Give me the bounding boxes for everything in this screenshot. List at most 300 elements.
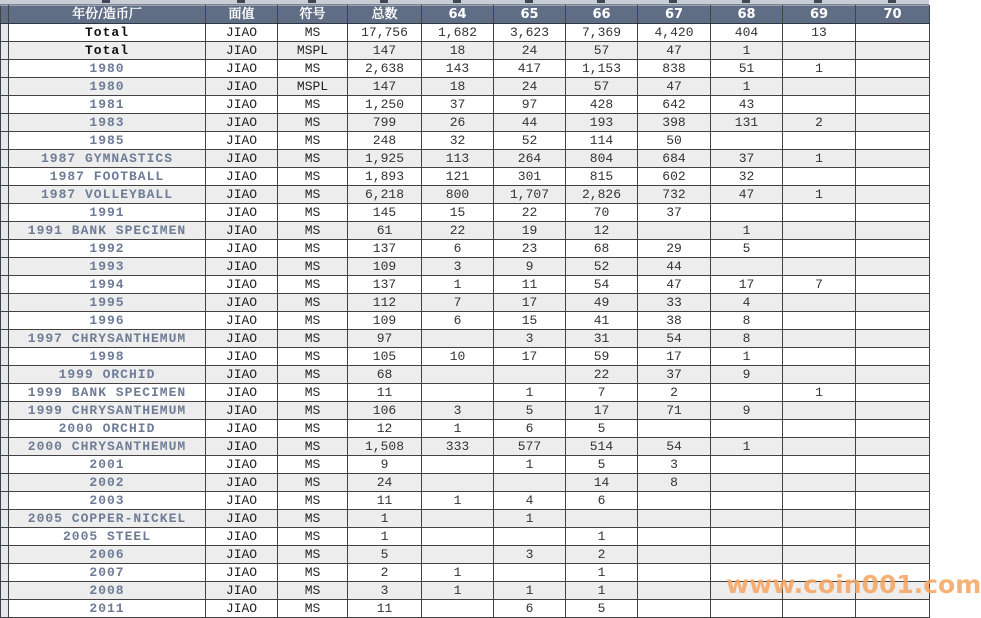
grade-64-cell: 1 xyxy=(422,420,494,438)
cropped-text-mark xyxy=(814,0,822,3)
grade-70-cell xyxy=(856,528,930,546)
grade-67-cell: 398 xyxy=(638,114,711,132)
table-row xyxy=(1,510,930,528)
grade-69-cell xyxy=(783,204,856,222)
row-label[interactable]: 1997 CHRYSANTHEMUM xyxy=(9,330,206,348)
grade-70-cell xyxy=(856,348,930,366)
grade-67-cell: 47 xyxy=(638,78,711,96)
grade-70-cell xyxy=(856,42,930,60)
grade-68-cell: 4 xyxy=(711,294,783,312)
grade-65-cell: 9 xyxy=(494,258,566,276)
row-label[interactable]: 2005 STEEL xyxy=(9,528,206,546)
denomination-cell: JIAO xyxy=(206,222,278,240)
grade-64-cell: 22 xyxy=(422,222,494,240)
grade-65-cell xyxy=(494,474,566,492)
grade-65-cell: 6 xyxy=(494,420,566,438)
row-gutter xyxy=(1,24,9,42)
total-cell: 145 xyxy=(348,204,422,222)
grade-67-cell xyxy=(638,528,711,546)
grade-66-cell xyxy=(566,510,638,528)
grade-66-cell: 70 xyxy=(566,204,638,222)
denomination-cell: JIAO xyxy=(206,150,278,168)
grade-65-cell: 97 xyxy=(494,96,566,114)
table-row xyxy=(1,42,930,60)
grade-70-cell xyxy=(856,204,930,222)
column-header-面值: 面值 xyxy=(206,6,278,24)
grade-66-cell: 57 xyxy=(566,78,638,96)
table-row xyxy=(1,438,930,456)
table-header xyxy=(1,6,930,24)
cropped-text-mark xyxy=(102,0,110,3)
row-label[interactable]: 1993 xyxy=(9,258,206,276)
grade-66-cell: 5 xyxy=(566,456,638,474)
total-cell: 1,925 xyxy=(348,150,422,168)
grade-68-cell: 5 xyxy=(711,240,783,258)
cropped-text-mark xyxy=(597,0,605,3)
grade-66-cell: 12 xyxy=(566,222,638,240)
total-cell: 9 xyxy=(348,456,422,474)
table-row xyxy=(1,168,930,186)
row-label[interactable]: 2007 xyxy=(9,564,206,582)
grade-66-cell: 52 xyxy=(566,258,638,276)
grade-67-cell xyxy=(638,492,711,510)
grade-66-cell: 1,153 xyxy=(566,60,638,78)
denomination-cell: JIAO xyxy=(206,24,278,42)
row-gutter xyxy=(1,528,9,546)
row-gutter xyxy=(1,132,9,150)
symbol-cell: MS xyxy=(278,582,348,600)
grade-67-cell xyxy=(638,582,711,600)
grade-64-cell xyxy=(422,528,494,546)
census-table xyxy=(0,5,981,618)
grade-67-cell xyxy=(638,420,711,438)
table-row xyxy=(1,564,930,582)
symbol-cell: MS xyxy=(278,294,348,312)
table-row xyxy=(1,24,930,42)
denomination-cell: JIAO xyxy=(206,528,278,546)
grade-70-cell xyxy=(856,276,930,294)
row-label[interactable]: 1996 xyxy=(9,312,206,330)
row-label[interactable]: 1994 xyxy=(9,276,206,294)
grade-70-cell xyxy=(856,366,930,384)
row-label[interactable]: 1999 CHRYSANTHEMUM xyxy=(9,402,206,420)
grade-69-cell xyxy=(783,600,856,618)
symbol-cell: MS xyxy=(278,456,348,474)
grade-68-cell xyxy=(711,132,783,150)
total-cell: 17,756 xyxy=(348,24,422,42)
grade-70-cell xyxy=(856,294,930,312)
grade-70-cell xyxy=(856,564,930,582)
grade-70-cell xyxy=(856,168,930,186)
header-gutter xyxy=(1,6,9,24)
denomination-cell: JIAO xyxy=(206,294,278,312)
row-label[interactable]: 1991 xyxy=(9,204,206,222)
denomination-cell: JIAO xyxy=(206,420,278,438)
table-row xyxy=(1,582,930,600)
symbol-cell: MS xyxy=(278,60,348,78)
grade-64-cell xyxy=(422,366,494,384)
table-row xyxy=(1,204,930,222)
row-gutter xyxy=(1,402,9,420)
grade-67-cell: 4,420 xyxy=(638,24,711,42)
cropped-text-mark xyxy=(742,0,750,3)
grade-65-cell xyxy=(494,564,566,582)
grade-68-cell xyxy=(711,582,783,600)
total-cell: 147 xyxy=(348,78,422,96)
table-row xyxy=(1,132,930,150)
row-label[interactable]: 1995 xyxy=(9,294,206,312)
grade-68-cell: 1 xyxy=(711,348,783,366)
total-cell: 6,218 xyxy=(348,186,422,204)
grade-66-cell: 2 xyxy=(566,546,638,564)
grade-64-cell: 3 xyxy=(422,402,494,420)
grade-66-cell: 815 xyxy=(566,168,638,186)
total-cell: 2 xyxy=(348,564,422,582)
grade-66-cell: 7 xyxy=(566,384,638,402)
denomination-cell: JIAO xyxy=(206,330,278,348)
row-gutter xyxy=(1,150,9,168)
denomination-cell: JIAO xyxy=(206,312,278,330)
grade-64-cell: 32 xyxy=(422,132,494,150)
grade-65-cell: 1 xyxy=(494,456,566,474)
denomination-cell: JIAO xyxy=(206,402,278,420)
table-row xyxy=(1,150,930,168)
grade-67-cell: 2 xyxy=(638,384,711,402)
row-label[interactable]: 2003 xyxy=(9,492,206,510)
grade-66-cell: 2,826 xyxy=(566,186,638,204)
grade-69-cell xyxy=(783,240,856,258)
symbol-cell: MS xyxy=(278,150,348,168)
cropped-text-mark xyxy=(669,0,677,3)
grade-68-cell xyxy=(711,492,783,510)
grade-70-cell xyxy=(856,132,930,150)
symbol-cell: MS xyxy=(278,348,348,366)
grade-69-cell: 13 xyxy=(783,24,856,42)
row-label[interactable]: 1987 FOOTBALL xyxy=(9,168,206,186)
denomination-cell: JIAO xyxy=(206,366,278,384)
grade-69-cell xyxy=(783,510,856,528)
grade-65-cell: 3 xyxy=(494,330,566,348)
row-label[interactable]: 2002 xyxy=(9,474,206,492)
grade-70-cell xyxy=(856,438,930,456)
grade-64-cell xyxy=(422,474,494,492)
grade-69-cell xyxy=(783,456,856,474)
grade-67-cell: 642 xyxy=(638,96,711,114)
grade-65-cell: 22 xyxy=(494,204,566,222)
grade-69-cell xyxy=(783,528,856,546)
total-cell: 799 xyxy=(348,114,422,132)
grade-65-cell: 24 xyxy=(494,78,566,96)
grade-69-cell xyxy=(783,294,856,312)
grade-69-cell xyxy=(783,474,856,492)
grade-68-cell: 1 xyxy=(711,222,783,240)
row-label[interactable]: 2000 ORCHID xyxy=(9,420,206,438)
grade-67-cell: 54 xyxy=(638,438,711,456)
row-label[interactable]: 1999 ORCHID xyxy=(9,366,206,384)
grade-68-cell xyxy=(711,456,783,474)
row-label[interactable]: 2011 xyxy=(9,600,206,618)
grade-69-cell xyxy=(783,420,856,438)
grade-69-cell xyxy=(783,402,856,420)
table-row xyxy=(1,420,930,438)
grade-68-cell: 17 xyxy=(711,276,783,294)
grade-65-cell: 301 xyxy=(494,168,566,186)
denomination-cell: JIAO xyxy=(206,564,278,582)
row-label[interactable]: 1985 xyxy=(9,132,206,150)
grade-66-cell: 68 xyxy=(566,240,638,258)
grade-68-cell: 9 xyxy=(711,402,783,420)
grade-70-cell xyxy=(856,546,930,564)
grade-66-cell: 514 xyxy=(566,438,638,456)
row-gutter xyxy=(1,276,9,294)
table-row xyxy=(1,240,930,258)
grade-68-cell xyxy=(711,384,783,402)
symbol-cell: MS xyxy=(278,420,348,438)
grade-68-cell: 51 xyxy=(711,60,783,78)
grade-69-cell xyxy=(783,132,856,150)
row-gutter xyxy=(1,114,9,132)
grade-68-cell: 1 xyxy=(711,438,783,456)
grade-68-cell: 1 xyxy=(711,78,783,96)
total-cell: 1,508 xyxy=(348,438,422,456)
denomination-cell: JIAO xyxy=(206,60,278,78)
grade-66-cell: 22 xyxy=(566,366,638,384)
row-label[interactable]: 1983 xyxy=(9,114,206,132)
symbol-cell: MS xyxy=(278,312,348,330)
grade-64-cell: 6 xyxy=(422,240,494,258)
grade-69-cell xyxy=(783,546,856,564)
symbol-cell: MS xyxy=(278,240,348,258)
grade-65-cell xyxy=(494,528,566,546)
watermark: www.coin001.com xyxy=(726,570,981,599)
row-gutter xyxy=(1,564,9,582)
row-gutter xyxy=(1,366,9,384)
grade-68-cell xyxy=(711,204,783,222)
row-label[interactable]: 2000 CHRYSANTHEMUM xyxy=(9,438,206,456)
row-label[interactable]: 2006 xyxy=(9,546,206,564)
grade-65-cell: 264 xyxy=(494,150,566,168)
row-gutter xyxy=(1,510,9,528)
grade-67-cell xyxy=(638,222,711,240)
grade-69-cell xyxy=(783,348,856,366)
grade-66-cell: 193 xyxy=(566,114,638,132)
total-cell: 1,250 xyxy=(348,96,422,114)
grade-67-cell: 37 xyxy=(638,366,711,384)
grade-69-cell xyxy=(783,222,856,240)
grade-64-cell: 333 xyxy=(422,438,494,456)
grade-65-cell: 5 xyxy=(494,402,566,420)
grade-66-cell: 17 xyxy=(566,402,638,420)
grade-64-cell xyxy=(422,330,494,348)
row-gutter xyxy=(1,204,9,222)
grade-69-cell xyxy=(783,492,856,510)
table-row xyxy=(1,546,930,564)
grade-67-cell: 3 xyxy=(638,456,711,474)
grade-68-cell xyxy=(711,546,783,564)
denomination-cell: JIAO xyxy=(206,114,278,132)
symbol-cell: MS xyxy=(278,204,348,222)
row-label[interactable]: 1987 VOLLEYBALL xyxy=(9,186,206,204)
symbol-cell: MS xyxy=(278,114,348,132)
grade-64-cell: 37 xyxy=(422,96,494,114)
grade-65-cell: 1 xyxy=(494,510,566,528)
row-label[interactable]: 1980 xyxy=(9,60,206,78)
row-label[interactable]: 2008 xyxy=(9,582,206,600)
grade-64-cell: 1 xyxy=(422,582,494,600)
denomination-cell: JIAO xyxy=(206,168,278,186)
table-row xyxy=(1,600,930,618)
grade-68-cell: 1 xyxy=(711,42,783,60)
table-row xyxy=(1,492,930,510)
table-row xyxy=(1,186,930,204)
grade-69-cell xyxy=(783,42,856,60)
grade-68-cell: 8 xyxy=(711,330,783,348)
symbol-cell: MS xyxy=(278,384,348,402)
grade-65-cell: 19 xyxy=(494,222,566,240)
grade-69-cell xyxy=(783,438,856,456)
denomination-cell: JIAO xyxy=(206,42,278,60)
grade-68-cell: 47 xyxy=(711,186,783,204)
table-row xyxy=(1,258,930,276)
total-cell: 2,638 xyxy=(348,60,422,78)
row-label[interactable]: 2001 xyxy=(9,456,206,474)
row-gutter xyxy=(1,546,9,564)
row-label[interactable]: 1987 GYMNASTICS xyxy=(9,150,206,168)
grade-66-cell: 428 xyxy=(566,96,638,114)
grade-67-cell xyxy=(638,600,711,618)
grade-65-cell: 1 xyxy=(494,582,566,600)
symbol-cell: MS xyxy=(278,132,348,150)
denomination-cell: JIAO xyxy=(206,96,278,114)
grade-67-cell: 8 xyxy=(638,474,711,492)
table-row xyxy=(1,96,930,114)
total-cell: 1,893 xyxy=(348,168,422,186)
row-label[interactable]: 1999 BANK SPECIMEN xyxy=(9,384,206,402)
grade-67-cell: 684 xyxy=(638,150,711,168)
grade-66-cell: 59 xyxy=(566,348,638,366)
row-gutter xyxy=(1,42,9,60)
grade-64-cell: 26 xyxy=(422,114,494,132)
row-gutter xyxy=(1,186,9,204)
total-cell: 3 xyxy=(348,582,422,600)
grade-66-cell: 7,369 xyxy=(566,24,638,42)
grade-70-cell xyxy=(856,330,930,348)
grade-69-cell xyxy=(783,366,856,384)
row-label[interactable]: 1980 xyxy=(9,78,206,96)
table-row xyxy=(1,474,930,492)
grade-67-cell: 838 xyxy=(638,60,711,78)
grade-67-cell: 47 xyxy=(638,276,711,294)
column-header-70: 70 xyxy=(856,6,930,24)
total-cell: 12 xyxy=(348,420,422,438)
symbol-cell: MS xyxy=(278,510,348,528)
grade-64-cell xyxy=(422,546,494,564)
grade-64-cell xyxy=(422,456,494,474)
total-cell: 248 xyxy=(348,132,422,150)
row-label[interactable]: 1992 xyxy=(9,240,206,258)
grade-65-cell: 44 xyxy=(494,114,566,132)
symbol-cell: MS xyxy=(278,186,348,204)
grade-64-cell xyxy=(422,510,494,528)
denomination-cell: JIAO xyxy=(206,600,278,618)
grade-67-cell: 71 xyxy=(638,402,711,420)
grade-68-cell xyxy=(711,420,783,438)
grade-64-cell: 18 xyxy=(422,78,494,96)
column-header-65: 65 xyxy=(494,6,566,24)
table-body xyxy=(1,24,981,618)
denomination-cell: JIAO xyxy=(206,276,278,294)
grade-66-cell: 41 xyxy=(566,312,638,330)
grade-70-cell xyxy=(856,312,930,330)
row-label[interactable]: 2005 COPPER-NICKEL xyxy=(9,510,206,528)
grade-70-cell xyxy=(856,24,930,42)
grade-64-cell: 1 xyxy=(422,276,494,294)
grade-67-cell: 47 xyxy=(638,42,711,60)
row-gutter xyxy=(1,240,9,258)
denomination-cell: JIAO xyxy=(206,456,278,474)
column-header-68: 68 xyxy=(711,6,783,24)
grade-67-cell: 54 xyxy=(638,330,711,348)
grade-69-cell xyxy=(783,168,856,186)
grade-68-cell: 8 xyxy=(711,312,783,330)
grade-67-cell: 50 xyxy=(638,132,711,150)
grade-64-cell: 15 xyxy=(422,204,494,222)
grade-66-cell: 49 xyxy=(566,294,638,312)
row-label[interactable]: 1998 xyxy=(9,348,206,366)
grade-67-cell: 732 xyxy=(638,186,711,204)
grade-66-cell: 1 xyxy=(566,528,638,546)
total-cell: 11 xyxy=(348,600,422,618)
grade-66-cell: 54 xyxy=(566,276,638,294)
column-header-year-mint: 年份/造币厂 xyxy=(9,6,206,24)
denomination-cell: JIAO xyxy=(206,78,278,96)
table-row xyxy=(1,366,930,384)
grade-66-cell: 114 xyxy=(566,132,638,150)
grade-64-cell: 800 xyxy=(422,186,494,204)
grade-69-cell: 7 xyxy=(783,276,856,294)
cropped-text-mark xyxy=(308,0,316,3)
symbol-cell: MS xyxy=(278,222,348,240)
grade-68-cell: 43 xyxy=(711,96,783,114)
grade-69-cell xyxy=(783,312,856,330)
row-label[interactable]: 1981 xyxy=(9,96,206,114)
denomination-cell: JIAO xyxy=(206,546,278,564)
symbol-cell: MS xyxy=(278,366,348,384)
grade-64-cell: 10 xyxy=(422,348,494,366)
symbol-cell: MS xyxy=(278,330,348,348)
symbol-cell: MS xyxy=(278,600,348,618)
grade-70-cell xyxy=(856,60,930,78)
denomination-cell: JIAO xyxy=(206,348,278,366)
grade-68-cell xyxy=(711,474,783,492)
grade-64-cell: 121 xyxy=(422,168,494,186)
grade-68-cell xyxy=(711,258,783,276)
grade-70-cell xyxy=(856,78,930,96)
denomination-cell: JIAO xyxy=(206,240,278,258)
grade-68-cell xyxy=(711,600,783,618)
grade-65-cell: 1 xyxy=(494,384,566,402)
table-row xyxy=(1,384,930,402)
grade-64-cell xyxy=(422,384,494,402)
total-cell: 109 xyxy=(348,258,422,276)
row-label[interactable]: 1991 BANK SPECIMEN xyxy=(9,222,206,240)
denomination-cell: JIAO xyxy=(206,582,278,600)
grade-67-cell: 29 xyxy=(638,240,711,258)
grade-70-cell xyxy=(856,114,930,132)
grade-70-cell xyxy=(856,582,930,600)
grade-67-cell: 37 xyxy=(638,204,711,222)
grade-67-cell: 17 xyxy=(638,348,711,366)
